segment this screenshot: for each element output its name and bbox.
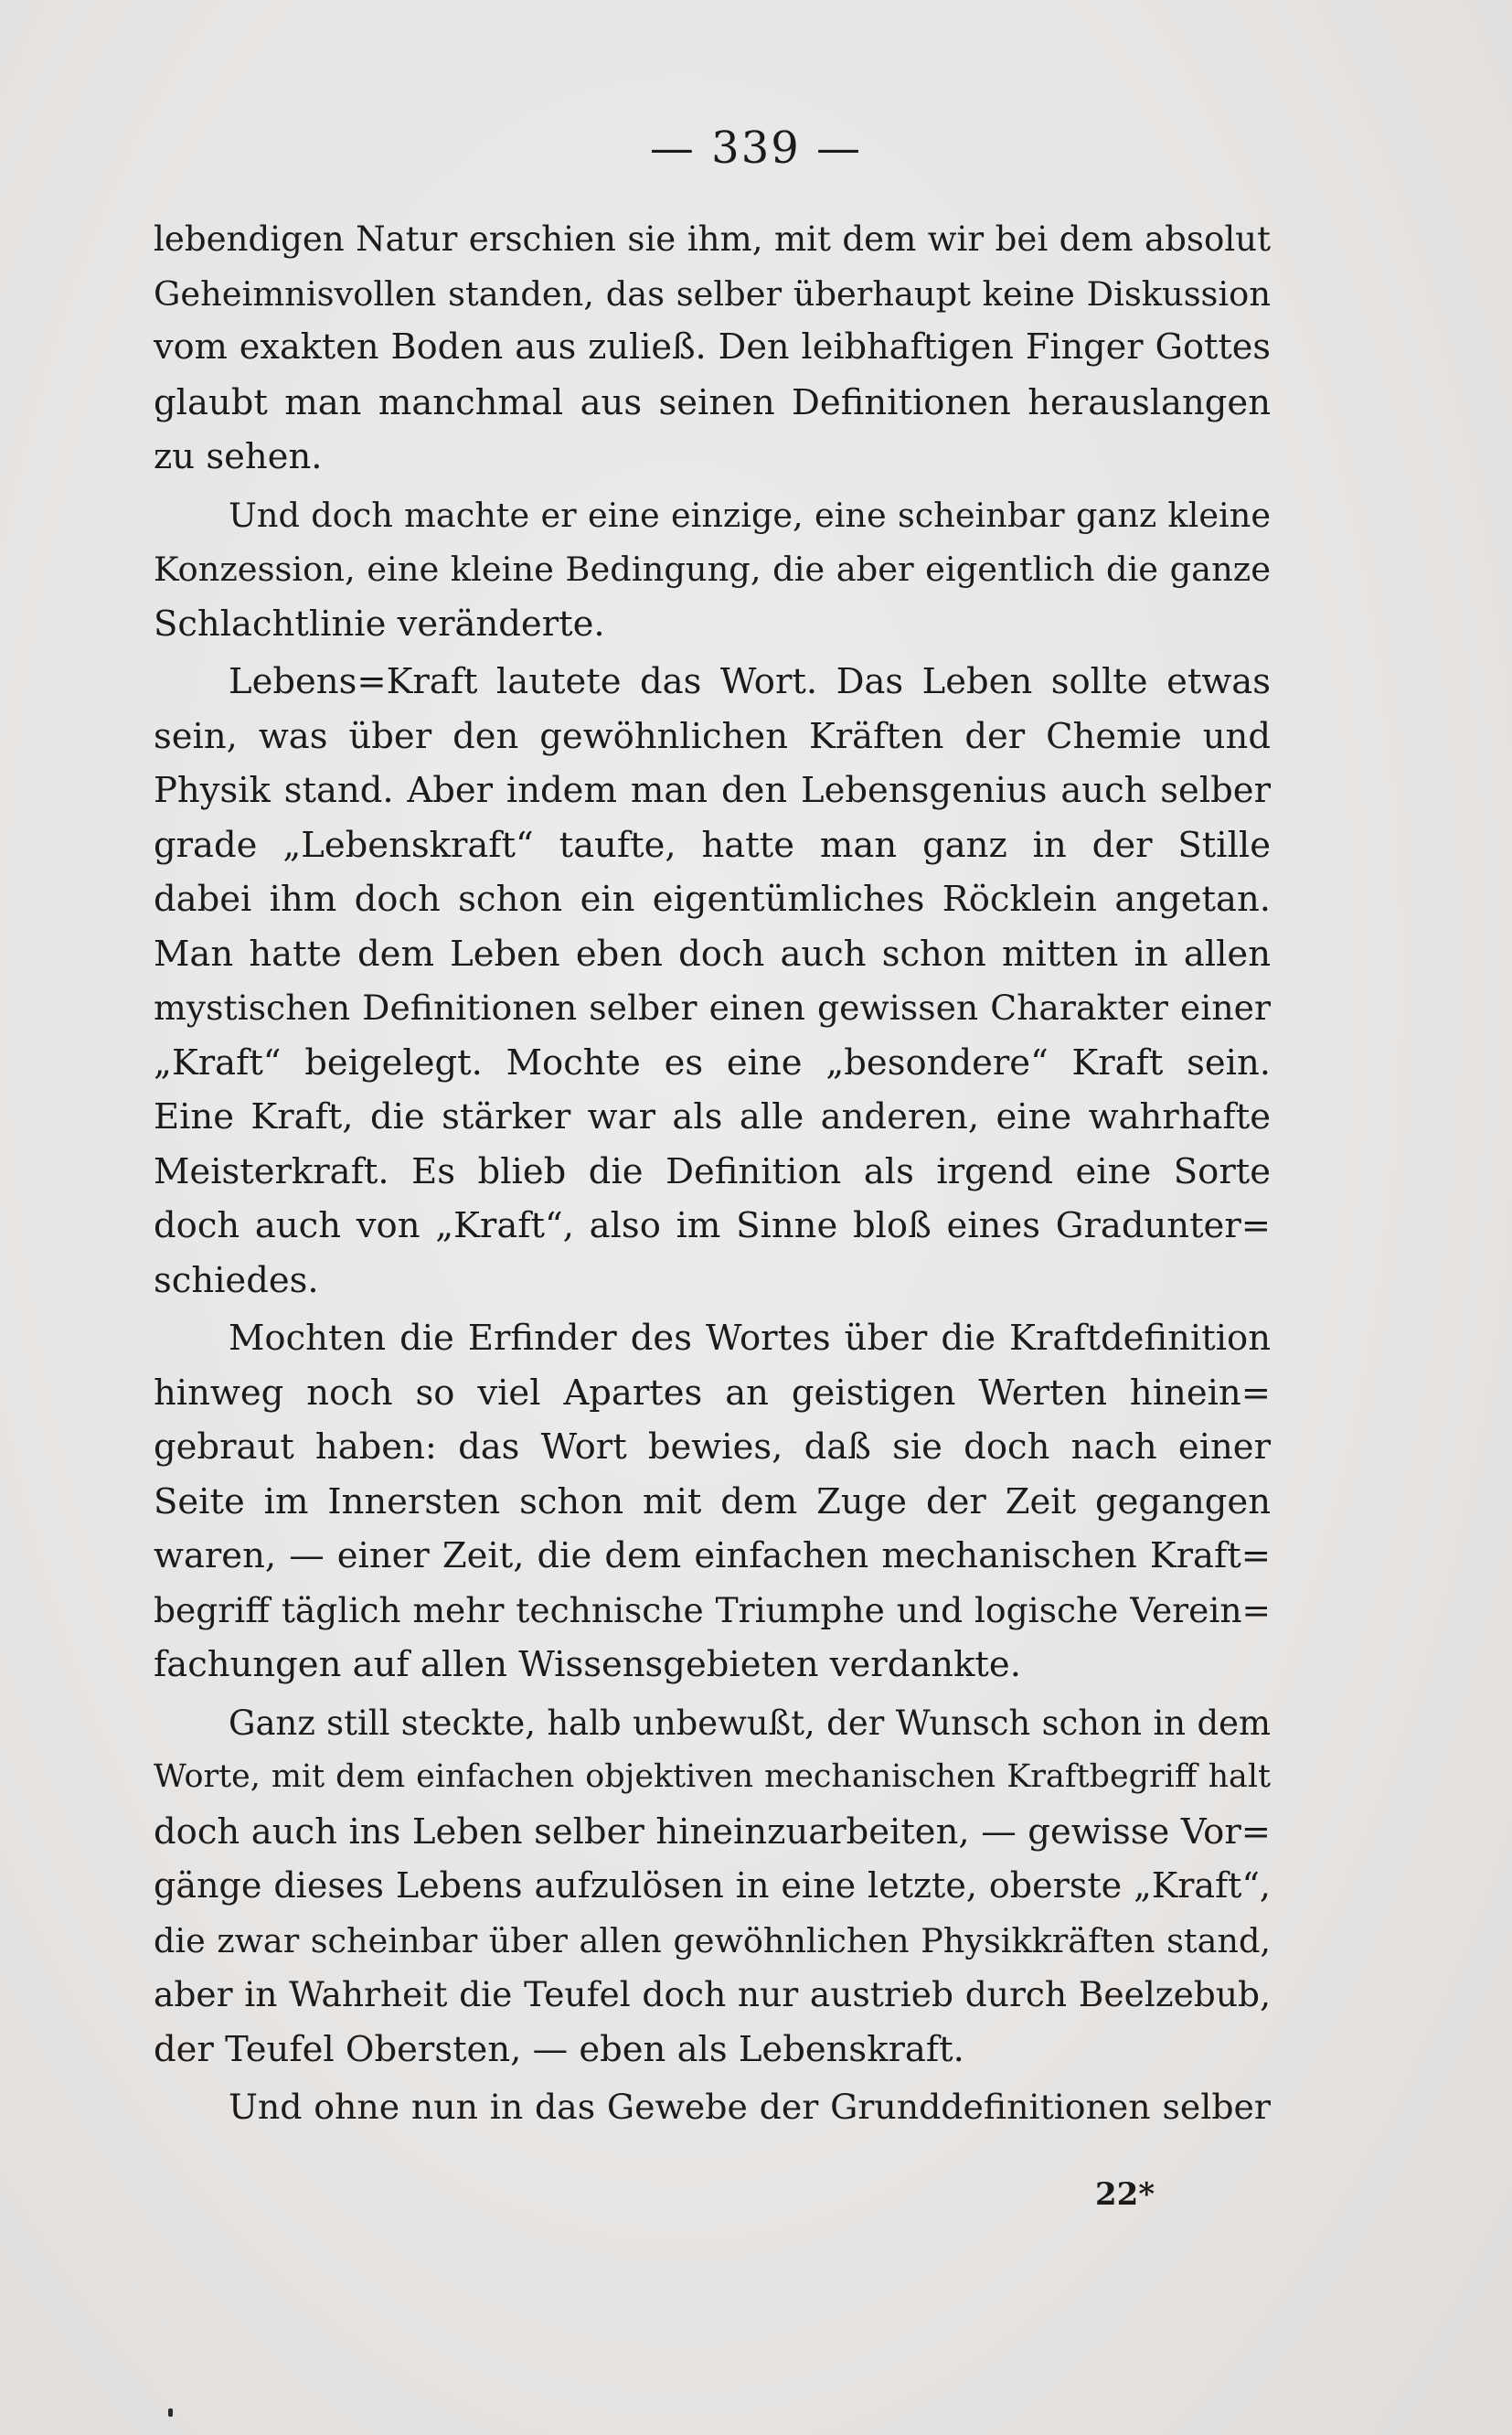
text-line: doch auch von „Kraft“, also im Sinne bloß eines Gradunter= xyxy=(154,1205,1271,1246)
paragraph-1 xyxy=(154,212,1271,485)
paper-speck xyxy=(168,2408,173,2417)
text-line: Man hatte dem Leben eben doch auch schon mitten in allen xyxy=(154,933,1271,975)
text-line: Mochten die Erfinder des Wortes über die Kraftdefinition xyxy=(229,1318,1271,1359)
text-line: gänge dieses Lebens aufzulösen in eine letzte, oberste „Kraft“, xyxy=(154,1865,1271,1906)
text-line: Meisterkraft. Es blieb die Definition als irgend eine Sorte xyxy=(154,1150,1271,1192)
text-line: waren, — einer Zeit, die dem einfachen mechanischen Kraft= xyxy=(154,1535,1271,1576)
page-number: — 339 — xyxy=(649,123,863,174)
text-line: Seite im Innersten schon mit dem Zuge der Zeit gegangen xyxy=(154,1480,1271,1522)
text-line: „Kraft“ beigelegt. Mochte es eine „besondere“ Kraft sein. xyxy=(154,1041,1271,1084)
paragraph-6 xyxy=(154,2080,1271,2135)
text-line: dabei ihm doch schon ein eigentümliches Röcklein angetan. xyxy=(154,879,1271,920)
text-line: schiedes. xyxy=(154,1259,319,1301)
text-line: Schlachtlinie veränderte. xyxy=(154,603,605,645)
text-line: Lebens=Kraft lautete das Wort. Das Leben sollte etwas xyxy=(229,661,1271,702)
text-line: der Teufel Obersten, — eben als Lebenskraft. xyxy=(154,2028,964,2070)
text-line: Eine Kraft, die stärker war als alle anderen, eine wahrhafte xyxy=(154,1096,1271,1137)
text-line: mystischen Definitionen selber einen gewissen Charakter einer xyxy=(154,988,1271,1028)
text-line: vom exakten Boden aus zuließ. Den leibhaftigen Finger Gottes xyxy=(154,327,1271,368)
text-line: grade „Lebenskraft“ taufte, hatte man ganz in der Stille xyxy=(154,824,1271,866)
text-line: gebraut haben: das Wort bewies, daß sie doch nach einer xyxy=(154,1426,1271,1468)
paragraph-3 xyxy=(154,655,1271,1308)
paragraph-5 xyxy=(154,1696,1271,2077)
paragraph-4 xyxy=(154,1311,1271,1693)
text-line: Geheimnisvollen standen, das selber überhaupt keine Diskussion xyxy=(154,273,1271,314)
text-line: sein, was über den gewöhnlichen Kräften der Chemie und xyxy=(154,715,1271,757)
text-line: die zwar scheinbar über allen gewöhnlichen Physikkräften stand, xyxy=(154,1920,1271,1960)
text-line: Ganz still steckte, halb unbewußt, der Wunsch schon in dem xyxy=(229,1703,1271,1743)
text-line: glaubt man manchmal aus seinen Definitionen herauslangen xyxy=(154,381,1271,423)
text-line: Und doch machte er eine einzige, eine scheinbar ganz kleine xyxy=(229,495,1271,535)
paragraph-2 xyxy=(154,488,1271,652)
text-line: aber in Wahrheit die Teufel doch nur austrieb durch Beelzebub, xyxy=(154,1974,1271,2014)
text-line: Und ohne nun in das Gewebe der Grunddefinitionen selber xyxy=(229,2087,1271,2127)
text-line: hinweg noch so viel Apartes an geistigen Werten hinein= xyxy=(154,1372,1271,1414)
body-text xyxy=(154,212,1271,2135)
text-line: Konzession, eine kleine Bedingung, die aber eigentlich die ganze xyxy=(154,550,1271,589)
text-line: Worte, mit dem einfachen objektiven mechanischen Kraftbegriff halt xyxy=(154,1758,1271,1795)
text-line: lebendigen Natur erschien sie ihm, mit dem wir bei dem absolut xyxy=(154,219,1271,259)
text-line: fachungen auf allen Wissensgebieten verdankte. xyxy=(154,1644,1021,1685)
text-line: Physik stand. Aber indem man den Lebensgenius auch selber xyxy=(154,770,1271,811)
signature-mark: 22* xyxy=(1095,2176,1155,2213)
text-line: doch auch ins Leben selber hineinzuarbeiten, — gewisse Vor= xyxy=(154,1810,1271,1853)
text-line: zu sehen. xyxy=(154,436,323,477)
text-line: begriff täglich mehr technische Triumphe und logische Verein= xyxy=(154,1589,1271,1630)
